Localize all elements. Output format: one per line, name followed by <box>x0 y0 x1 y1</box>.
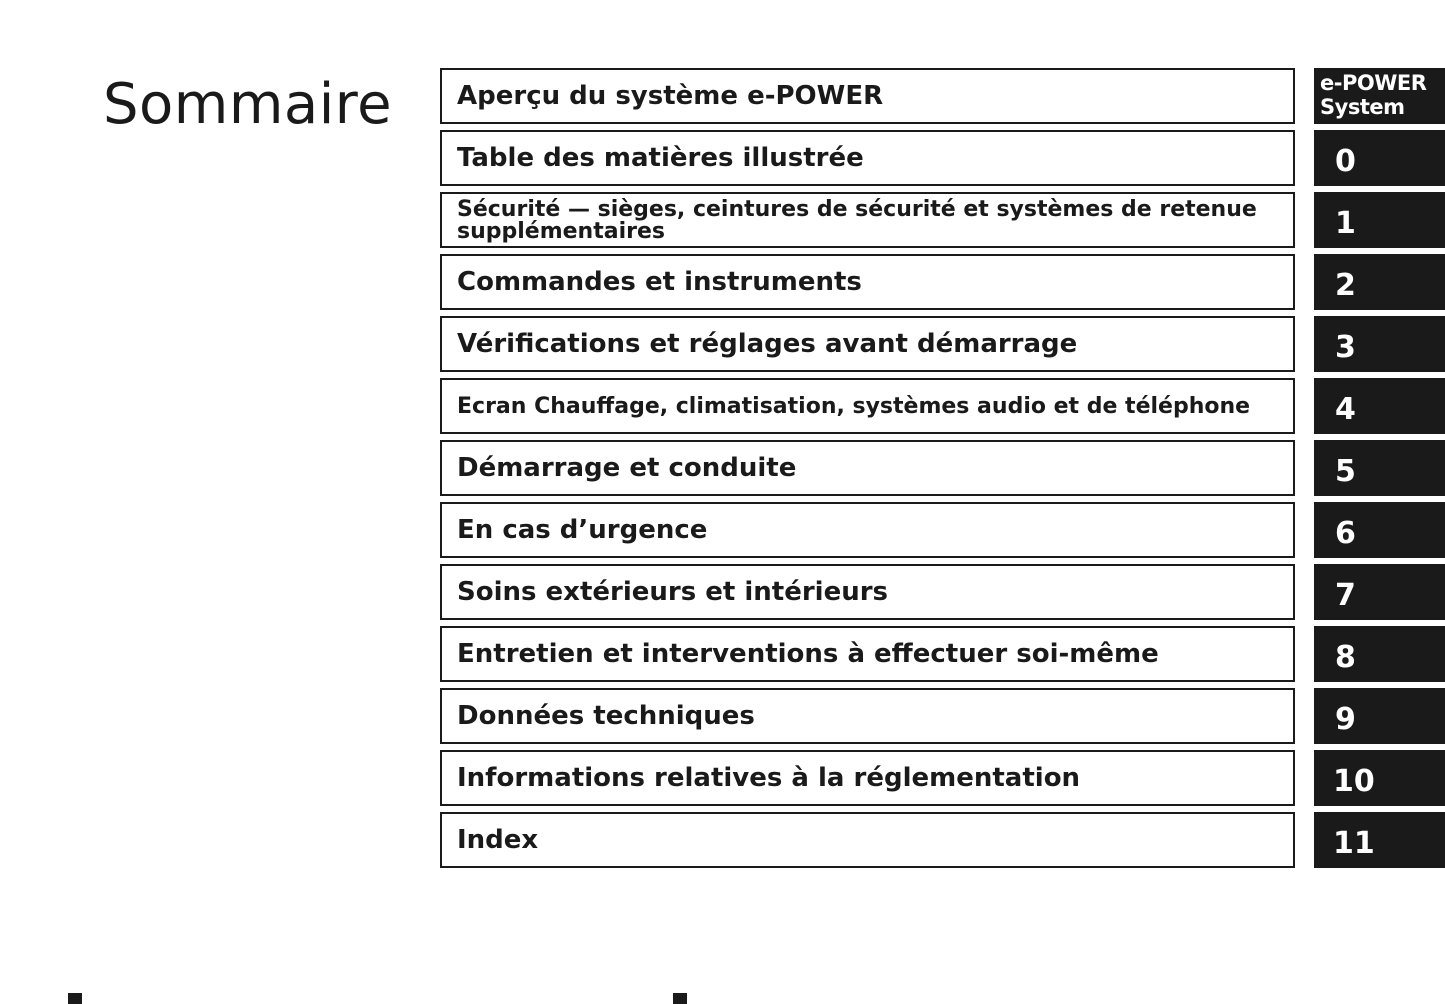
crop-mark-left <box>68 993 82 1004</box>
toc-row-epower-overview <box>440 68 1445 124</box>
toc-tab-8[interactable] <box>1314 626 1445 682</box>
toc-entry-controls[interactable] <box>440 254 1295 310</box>
toc-tab-3[interactable] <box>1314 316 1445 372</box>
toc-entry-label: En cas d’urgence <box>457 515 708 545</box>
toc-entry-exterior-interior-care[interactable] <box>440 564 1295 620</box>
toc-row-2 <box>440 254 1445 310</box>
toc-tab-label <box>1320 71 1426 119</box>
toc-entry-label: Entretien et interventions à effectuer soi-même <box>457 639 1159 669</box>
toc-tab-number: 8 <box>1335 640 1356 675</box>
toc-entry-safety[interactable] <box>440 192 1295 248</box>
toc-tab-number: 10 <box>1333 764 1375 799</box>
toc-tab-6[interactable] <box>1314 502 1445 558</box>
toc-row-5 <box>440 440 1445 496</box>
toc-tab-11[interactable] <box>1314 812 1445 868</box>
toc-entry-label: Ecran Chauffage, climatisation, systèmes audio et de téléphone <box>457 394 1251 419</box>
toc-tab-10[interactable] <box>1314 750 1445 806</box>
toc-tab-label-line1: e-POWER <box>1320 71 1427 95</box>
toc-tab-number: 1 <box>1335 206 1356 241</box>
toc-entry-epower-overview[interactable] <box>440 68 1295 124</box>
toc-tab-label-line2: System <box>1320 95 1405 119</box>
toc-tab-number: 6 <box>1335 516 1356 551</box>
toc-tab-epower-system[interactable] <box>1314 68 1445 124</box>
toc-entry-label: Données techniques <box>457 701 755 731</box>
toc-entry-pre-driving-checks[interactable] <box>440 316 1295 372</box>
toc-tab-0[interactable] <box>1314 130 1445 186</box>
toc-entry-label: Aperçu du système e-POWER <box>457 81 884 111</box>
toc-entry-label: Commandes et instruments <box>457 267 862 297</box>
toc-entry-index[interactable] <box>440 812 1295 868</box>
toc-row-4 <box>440 378 1445 434</box>
toc-row-1 <box>440 192 1445 248</box>
toc-tab-5[interactable] <box>1314 440 1445 496</box>
toc-tab-number: 7 <box>1335 578 1356 613</box>
toc-tab-7[interactable] <box>1314 564 1445 620</box>
toc-entry-label: Informations relatives à la réglementation <box>457 763 1081 793</box>
toc-entry-regulatory-info[interactable] <box>440 750 1295 806</box>
toc-tab-number: 11 <box>1333 826 1375 861</box>
toc-entry-label: Démarrage et conduite <box>457 453 797 483</box>
toc-entry-maintenance[interactable] <box>440 626 1295 682</box>
toc-tab-2[interactable] <box>1314 254 1445 310</box>
toc-entry-label: Soins extérieurs et intérieurs <box>457 577 889 607</box>
toc-row-9 <box>440 688 1445 744</box>
toc-entry-illustrated-contents[interactable] <box>440 130 1295 186</box>
toc-tab-number: 2 <box>1335 268 1356 303</box>
toc-tab-number: 3 <box>1335 330 1356 365</box>
toc-row-6 <box>440 502 1445 558</box>
toc-tab-number: 5 <box>1335 454 1356 489</box>
toc-tab-number: 9 <box>1335 702 1356 737</box>
toc-entry-label: Vérifications et réglages avant démarrage <box>457 329 1078 359</box>
toc-tab-number: 0 <box>1335 144 1356 179</box>
toc-row-11 <box>440 812 1445 868</box>
toc-row-3 <box>440 316 1445 372</box>
page-title: Sommaire <box>103 72 393 137</box>
toc-row-7 <box>440 564 1445 620</box>
toc-entry-label: Sécurité — sièges, ceintures de sécurité et systèmes de retenue supplémentaires <box>457 197 1257 244</box>
toc-row-0 <box>440 130 1445 186</box>
toc-row-8 <box>440 626 1445 682</box>
toc-entry-label: Table des matières illustrée <box>457 143 864 173</box>
toc-entry-starting-driving[interactable] <box>440 440 1295 496</box>
toc-tab-9[interactable] <box>1314 688 1445 744</box>
toc-tab-number: 4 <box>1335 392 1356 427</box>
toc-entry-emergency[interactable] <box>440 502 1295 558</box>
toc-tab-4[interactable] <box>1314 378 1445 434</box>
crop-mark-center <box>673 993 687 1004</box>
toc-tab-1[interactable] <box>1314 192 1445 248</box>
toc-row-10 <box>440 750 1445 806</box>
toc-entry-display-climate-audio[interactable] <box>440 378 1295 434</box>
toc-entry-label: Index <box>457 825 539 855</box>
toc-entry-technical-data[interactable] <box>440 688 1295 744</box>
